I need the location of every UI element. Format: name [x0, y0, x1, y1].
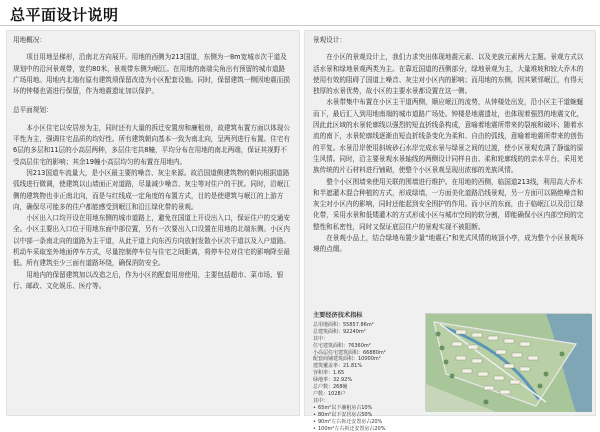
master-plan-paragraph-1: 本小区住宅以安居房为主，同时还有大量的拆迁安置房和廉租房，故建筑布置方面以体现公平性为主，强调住宅品质的均好性。所有建筑朝向基本一致为南北向，呈两列进行布置。住宅有6层的多层和11层的小高层两种，多层住宅共8幢，平均分布在用地的南北两端，保证其视野不受高层住宅的影响；其余19幢小高层均匀的布置在用地内。	[13, 123, 291, 168]
indicator-row: 总户数：268幢	[313, 384, 423, 391]
landscape-paragraph-3: 整个小区围墙来使用关联的围墙进行维护。在用地的西侧，临国道213线，利用高大乔木和半遮灌木混合种植的方式，形成绿墙，一方面美化道路沿线景观，另一方面可以隔绝噪音和灰尘对小区内的影响，同时还能起到安全围护的作用。而小区的东面，由于临岷江以及沿江绿化带，采用水景和低矮灌木的方式形成小区与城市空间的软分割，即能确保小区内部空间的完整性和私密性，同时又保证底层住户的景观实现不被阻断。	[313, 177, 589, 233]
right-column-text	[305, 31, 595, 256]
indicator-row: 其中：	[313, 398, 423, 405]
indicator-row: 小高层住宅建筑面积：66880m²	[313, 350, 423, 357]
indicator-row: • 100m²左右拆迁安置房占20%	[313, 426, 423, 432]
indicator-row: • 90m²左右拆迁安置房占20%	[313, 419, 423, 426]
indicator-row: • 80m²以下安居房占50%	[313, 412, 423, 419]
indicators-title: 主要经济技术指标	[313, 313, 423, 320]
title-divider	[0, 25, 600, 26]
indicator-row: 配套商铺建筑面积：10000m²	[313, 356, 423, 363]
site-plan-image	[425, 313, 591, 411]
landscape-paragraph-2: 水景带集中布置在小区主干道两侧，顺应岷江的流势，从钟楼处出发，沿小区主干道蜿蜒而下，最后汇入到用地南端的城市道路广场处。钟楼是地震遗址，也体现着强烈的地震文化，因此此区域的水景轮廓线以强烈的短直折线条构成，意喻着地震所带来的裂痕和破坏；随着水流的南下，水景轮廓线逐渐由短直折线条变化为柔和、自由的弧线，意喻着地震所带来的创伤的平复。水景沿岸使用斜坡砂石水岸完成水景与绿景之间的过渡，使小区景观充满了静谧的原生风情。同时，沿主要景观水景轴线的两侧设计同样自由、柔和轮廓线的的亲水平台，采用羌族传统的片石材料进行铺砌，使整个小区景观呈现出浓郁的羌族风情。	[313, 97, 589, 176]
master-plan-paragraph-2: 因213国道车流量大，是小区最主要的噪音、灰尘来源。故沿国道侧建筑物的朝向根据道路弧线进行微调，使建筑以山墙面正对道路，尽量减少噪音、灰尘等对住户的干扰。同时，沿岷江侧的建筑物也非正南北向，而是与红线成一定角度的布置方式，目的是使建筑与岷江的上游方向，确保尽可能多的住户都能感受到岷江和沿江绿化带的景观。	[13, 168, 291, 213]
indicator-row: 户数：1028户	[313, 391, 423, 398]
page-title: 总平面设计说明	[10, 4, 119, 25]
indicator-row: 绿地率：32.92%	[313, 377, 423, 384]
left-column-text	[7, 31, 299, 292]
master-plan-paragraph-3: 小区出入口均开设在用地东侧的城市道路上，避免在国道上开设出入口，保证住户的交通安全。小区主要出入口位于用地东面中部位置，另有一次要出入口设置在用地的北端东侧。小区内以中部一条南北向的道路为主干道，从此干道上向东西方向放射发散小区次干道以及入户道路。机动车采取室外地面停车方式，尽量控制停车位与住宅之间距离，将停车位对住宅的影响降至最低。所有建筑至少三面有道路环绕，确保消防安全。	[13, 213, 291, 269]
spacer	[13, 97, 291, 105]
bottom-area	[313, 313, 591, 411]
site-overview-paragraph: 项目用地呈梯形，沿南北方向展开。用地的西侧为213国道，东侧为一8m宽城市次干道及规划中的沿河景观带，宽约80米，景观带东侧为岷江。在用地的南端尖角出有预留的城市道路广场用地。用地内北端有原有建筑须保留改造为小区配套设施。同时，保留建筑一侧因地震而损坏的钟楼也需进行保留，作为地震遗址加以保护。	[13, 52, 291, 97]
indicator-row: 建筑覆盖率：21.81%	[313, 363, 423, 370]
master-plan-heading: 总平面规划：	[13, 105, 291, 116]
indicator-row: 容积率：1.65	[313, 370, 423, 377]
site-plan-drawing	[426, 314, 592, 412]
landscape-heading: 景观设计：	[313, 35, 589, 46]
indicator-row: • 65m²以下廉租房占10%	[313, 405, 423, 412]
left-panel	[6, 30, 300, 416]
landscape-paragraph-1: 在小区的景观设计上，我们力求突出体现地震元素、以及羌族元素两大主题。景观方式以活水景和绿地景观两类为主。在靠近国道的西侧部分，绿地景观为主，大量堆坡和较大乔木的使用有效的阻碍了国道上噪音、灰尘对小区内的影响；而用地的东侧，因其紧邻岷江，有得天独厚的水景优势，故小区的主要水景都设置在这一侧。	[313, 52, 589, 97]
indicator-row: 其中：	[313, 336, 423, 343]
indicator-row: 总建筑面积：92240m²	[313, 329, 423, 336]
technical-indicators	[313, 313, 423, 411]
landscape-paragraph-4: 在景观小品上，结合绿地布置少量“地震石”和羌式风情的坡顶小亭，成为整个小区景观环境的点缀。	[313, 233, 589, 256]
site-overview-heading: 用地概况：	[13, 35, 291, 46]
indicator-row: 总用地面积：55857.86m²	[313, 322, 423, 329]
master-plan-paragraph-4: 用地内的保留建筑加以改造之后，作为小区的配套用房使用，主要包括超市、菜市场、银行、邮政、文化娱乐、医疗等。	[13, 270, 291, 293]
right-panel	[304, 30, 596, 416]
indicator-row: 住宅建筑面积：76360m²	[313, 343, 423, 350]
